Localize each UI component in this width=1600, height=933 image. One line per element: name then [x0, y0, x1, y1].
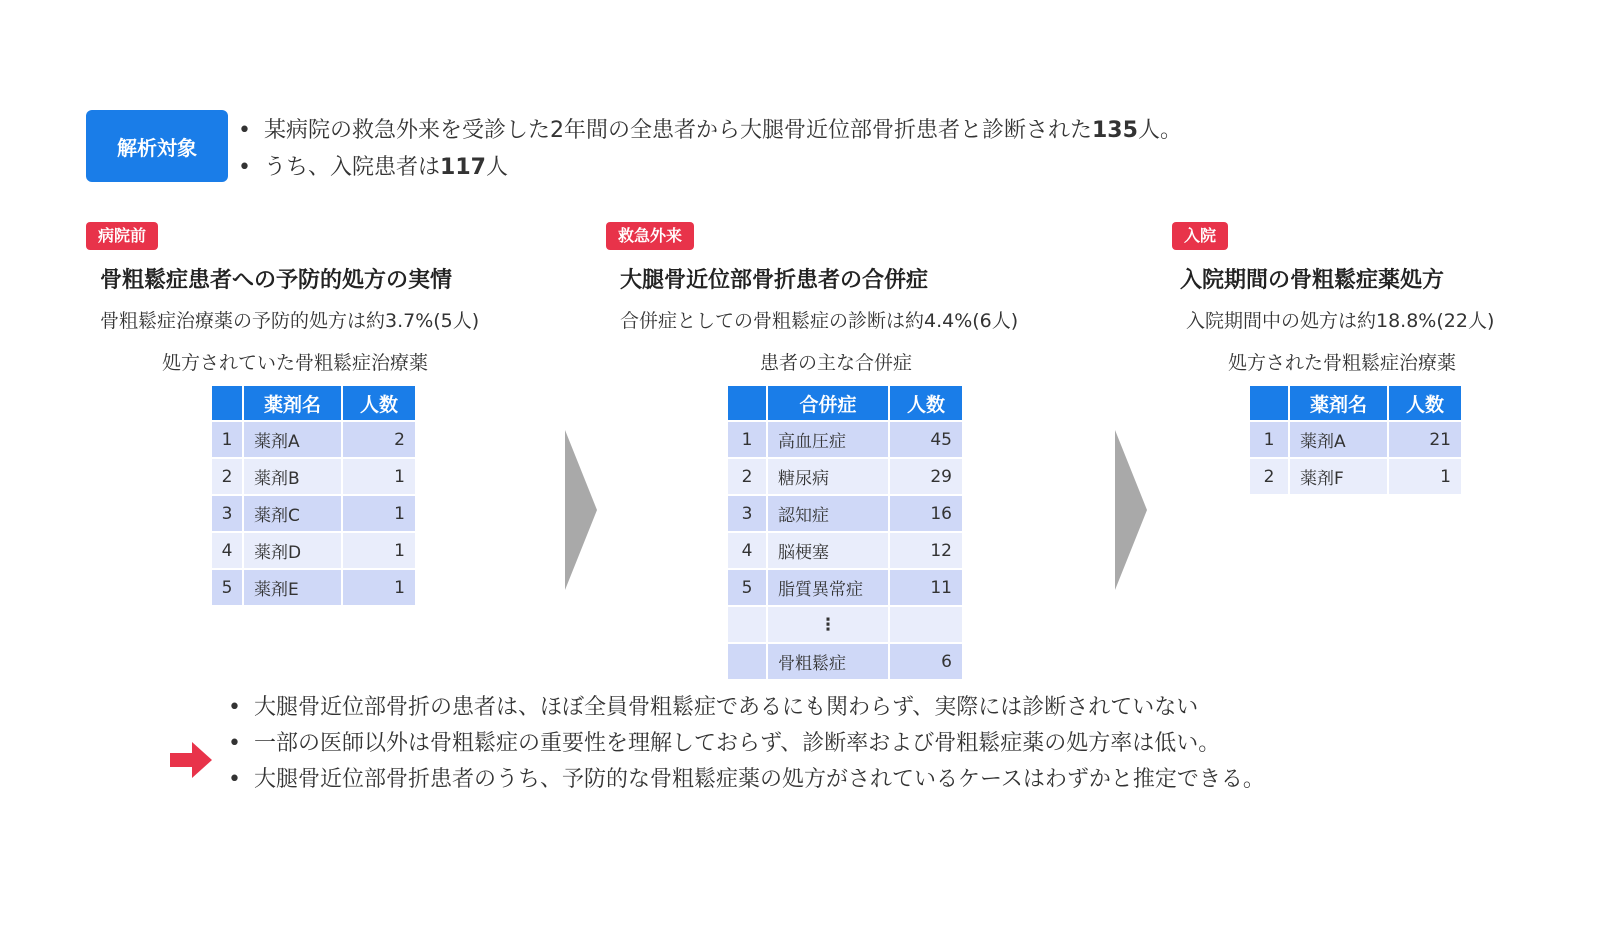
row-count: 12: [890, 533, 962, 568]
row-name: 脂質異常症: [768, 570, 888, 605]
conclusion-item: • 大腿骨近位部骨折患者のうち、予防的な骨粗鬆症薬の処方がされているケースはわずかと推定できる。: [228, 762, 1265, 798]
prescription-table-pre-hospital: [210, 384, 417, 607]
table-row: [728, 533, 962, 568]
table-header-name: 薬剤名: [244, 386, 341, 420]
row-index: 2: [1250, 459, 1288, 494]
row-count: 29: [890, 459, 962, 494]
table-row: [212, 533, 415, 568]
conclusion-item: • 一部の医師以外は骨粗鬆症の重要性を理解しておらず、診断率および骨粗鬆症薬の処方率は低い。: [228, 726, 1265, 762]
row-count: 1: [343, 570, 415, 605]
column-emergency-title: 大腿骨近位部骨折患者の合併症: [620, 268, 929, 293]
row-name: 脳梗塞: [768, 533, 888, 568]
table-row: [728, 422, 962, 457]
table-header-count: 人数: [890, 386, 962, 420]
row-index: [728, 607, 766, 642]
chevron-right-icon: [565, 430, 597, 590]
conclusion-list: [228, 690, 1265, 798]
row-index: 5: [728, 570, 766, 605]
row-name: 糖尿病: [768, 459, 888, 494]
row-count: 16: [890, 496, 962, 531]
row-name: 薬剤A: [1290, 422, 1387, 457]
column-pre-hospital-table-caption: 処方されていた骨粗鬆症治療薬: [162, 352, 429, 374]
column-admission-tag-wrap: [1172, 222, 1228, 250]
row-name: 薬剤C: [244, 496, 341, 531]
column-pre-hospital-title: 骨粗鬆症患者への予防的処方の実情: [100, 268, 453, 293]
row-index: 4: [212, 533, 242, 568]
row-name: 骨粗鬆症: [768, 644, 888, 679]
row-name: 認知症: [768, 496, 888, 531]
table-row: [728, 496, 962, 531]
vertical-ellipsis-icon: ⋮: [768, 607, 888, 642]
row-count: 1: [1389, 459, 1461, 494]
table-row: [728, 570, 962, 605]
row-index: 4: [728, 533, 766, 568]
chevron-right-icon: [1115, 430, 1147, 590]
row-count: 2: [343, 422, 415, 457]
table-row: [212, 496, 415, 531]
row-name: 薬剤A: [244, 422, 341, 457]
prescription-table-admission: [1248, 384, 1463, 496]
row-index: 5: [212, 570, 242, 605]
table-row: [212, 422, 415, 457]
table-row: [212, 570, 415, 605]
column-emergency-tag-wrap: [606, 222, 694, 250]
table-row: [1250, 422, 1461, 457]
table-header-index: [1250, 386, 1288, 420]
table-row: [728, 459, 962, 494]
row-count: 6: [890, 644, 962, 679]
table-row: [1250, 459, 1461, 494]
table-header-count: 人数: [343, 386, 415, 420]
row-count: [890, 607, 962, 642]
table-header-index: [728, 386, 766, 420]
row-index: [728, 644, 766, 679]
row-name: 薬剤F: [1290, 459, 1387, 494]
comorbidity-table-emergency: [726, 384, 964, 681]
table-header-name: 薬剤名: [1290, 386, 1387, 420]
row-index: 1: [728, 422, 766, 457]
row-index: 3: [728, 496, 766, 531]
row-count: 1: [343, 459, 415, 494]
row-name: 薬剤D: [244, 533, 341, 568]
analysis-target-line-1: • 某病院の救急外来を受診した2年間の全患者から大腿骨近位部骨折患者と診断された135人。: [238, 112, 1182, 149]
arrow-right-icon: [170, 742, 212, 778]
column-pre-hospital-tag-wrap: [86, 222, 158, 250]
row-count: 11: [890, 570, 962, 605]
column-admission-table-caption: 処方された骨粗鬆症治療薬: [1228, 352, 1457, 374]
table-header-row: [728, 386, 962, 420]
table-header-row: [212, 386, 415, 420]
row-count: 1: [343, 496, 415, 531]
table-header-row: [1250, 386, 1461, 420]
table-row: [212, 459, 415, 494]
column-emergency-subtitle: 合併症としての骨粗鬆症の診断は約4.4%(6人): [620, 310, 1019, 332]
row-index: 3: [212, 496, 242, 531]
row-count: 45: [890, 422, 962, 457]
analysis-target-badge: 解析対象: [86, 110, 228, 182]
row-name: 薬剤B: [244, 459, 341, 494]
stage-tag-pre-hospital: 病院前: [86, 222, 158, 250]
row-name: 薬剤E: [244, 570, 341, 605]
row-name: 高血圧症: [768, 422, 888, 457]
stage-tag-admission: 入院: [1172, 222, 1228, 250]
stage-tag-emergency: 救急外来: [606, 222, 694, 250]
column-emergency-table-caption: 患者の主な合併症: [760, 352, 913, 374]
row-index: 2: [212, 459, 242, 494]
table-header-name: 合併症: [768, 386, 888, 420]
analysis-target-lines: [238, 112, 1182, 186]
row-index: 2: [728, 459, 766, 494]
table-row-ellipsis: [728, 607, 962, 642]
table-row: [728, 644, 962, 679]
column-admission-title: 入院期間の骨粗鬆症薬処方: [1180, 268, 1445, 293]
column-admission-subtitle: 入院期間中の処方は約18.8%(22人): [1186, 310, 1495, 332]
row-index: 1: [1250, 422, 1288, 457]
analysis-target-line-2: • うち、入院患者は117人: [238, 149, 1182, 186]
row-count: 1: [343, 533, 415, 568]
table-header-count: 人数: [1389, 386, 1461, 420]
column-pre-hospital-subtitle: 骨粗鬆症治療薬の予防的処方は約3.7%(5人): [100, 310, 480, 332]
conclusion-item: • 大腿骨近位部骨折の患者は、ほぼ全員骨粗鬆症であるにも関わらず、実際には診断されていない: [228, 690, 1265, 726]
table-header-index: [212, 386, 242, 420]
row-index: 1: [212, 422, 242, 457]
row-count: 21: [1389, 422, 1461, 457]
